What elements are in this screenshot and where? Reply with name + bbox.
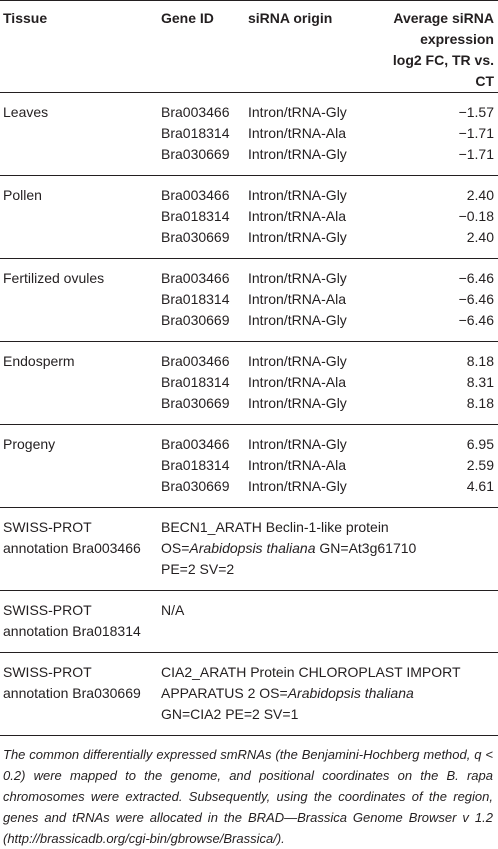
origin-cell: Intron/tRNA-Gly xyxy=(248,104,347,120)
value-cell: −1.71 xyxy=(458,146,494,162)
gene-cell: Bra003466 xyxy=(161,436,230,452)
table-row xyxy=(0,351,498,372)
gene-cell: Bra030669 xyxy=(161,312,230,328)
annotation-label-line1: SWISS-PROT xyxy=(3,602,92,618)
header-gene-id: Gene ID xyxy=(161,10,214,26)
value-cell: 2.59 xyxy=(466,457,494,473)
table-row xyxy=(0,455,498,476)
annotation-line1: CIA2_ARATH Protein CHLOROPLAST IMPORT xyxy=(161,664,461,680)
table-row xyxy=(0,393,498,414)
tissue-cell: Endosperm xyxy=(3,353,75,369)
value-cell: −1.71 xyxy=(458,125,494,141)
annotation-row xyxy=(0,517,498,580)
table-row xyxy=(0,268,498,289)
gene-cell: Bra030669 xyxy=(161,395,230,411)
annotation-line1: N/A xyxy=(161,602,185,618)
value-cell: 2.40 xyxy=(466,187,494,203)
annotation-text xyxy=(161,517,498,580)
value-cell: 8.18 xyxy=(466,353,494,369)
gene-cell: Bra018314 xyxy=(161,374,230,390)
annotation-line1: BECN1_ARATH Beclin-1-like protein xyxy=(161,519,389,535)
annotation-line2 xyxy=(161,538,498,559)
value-cell: −6.46 xyxy=(458,270,494,286)
gene-cell: Bra003466 xyxy=(161,270,230,286)
header-expression-line3: log2 FC, TR vs. CT xyxy=(392,52,494,89)
annotation-line2-pre: OS= xyxy=(161,540,190,556)
species-name: Arabidopsis thaliana xyxy=(287,685,414,701)
annotation-line2-post: GN=At3g61710 xyxy=(315,540,417,556)
origin-cell: Intron/tRNA-Gly xyxy=(248,270,347,286)
header-expression xyxy=(378,1,498,93)
gene-cell: Bra030669 xyxy=(161,229,230,245)
table-body xyxy=(0,93,498,737)
annotation-label-line2: annotation Bra018314 xyxy=(3,623,141,639)
table-row xyxy=(0,185,498,206)
origin-cell: Intron/tRNA-Ala xyxy=(248,208,347,224)
annotation-label-line1: SWISS-PROT xyxy=(3,664,92,680)
annotation-row xyxy=(0,600,498,642)
annotation-line3: PE=2 SV=2 xyxy=(161,561,235,577)
origin-cell: Intron/tRNA-Gly xyxy=(248,229,347,245)
origin-cell: Intron/tRNA-Gly xyxy=(248,436,347,452)
gene-cell: Bra003466 xyxy=(161,187,230,203)
value-cell: 4.61 xyxy=(466,478,494,494)
annotation-label-line2: annotation Bra003466 xyxy=(3,540,141,556)
header-expression-line1: Average siRNA xyxy=(393,10,494,26)
gene-cell: Bra030669 xyxy=(161,478,230,494)
gene-cell: Bra018314 xyxy=(161,457,230,473)
table-row xyxy=(0,310,498,331)
annotation-text xyxy=(161,600,498,642)
annotation-label xyxy=(0,662,161,725)
table-footnote: The common differentially expressed smRNAs (the Benjamini-Hochberg method, q < 0.2) were mapped to the genome, and positional coordinates on the B. rapa chromosomes were extracted. Subsequently, using the coordinates of the region, genes and tRNAs were allocated in the BRAD—Brassica Genome Browser v 1.2 (http://brassicadb.org/cgi-bin/gbrowse/Brassica/). xyxy=(3,747,493,846)
value-cell: 8.18 xyxy=(466,395,494,411)
value-cell: 2.40 xyxy=(466,229,494,245)
origin-cell: Intron/tRNA-Ala xyxy=(248,457,347,473)
origin-cell: Intron/tRNA-Gly xyxy=(248,353,347,369)
table-row xyxy=(0,434,498,455)
origin-cell: Intron/tRNA-Gly xyxy=(248,395,347,411)
value-cell: −0.18 xyxy=(458,208,494,224)
header-row xyxy=(0,1,498,93)
origin-cell: Intron/tRNA-Ala xyxy=(248,374,347,390)
tissue-cell: Leaves xyxy=(3,104,49,120)
table-row xyxy=(0,227,498,248)
gene-cell: Bra018314 xyxy=(161,208,230,224)
annotation-label-line1: SWISS-PROT xyxy=(3,519,92,535)
gene-cell: Bra030669 xyxy=(161,146,230,162)
origin-cell: Intron/tRNA-Gly xyxy=(248,187,347,203)
annotation-line3: GN=CIA2 PE=2 SV=1 xyxy=(161,706,299,722)
tissue-cell: Progeny xyxy=(3,436,56,452)
annotation-line2-pre: APPARATUS 2 OS= xyxy=(161,685,288,701)
species-name: Arabidopsis thaliana xyxy=(189,540,316,556)
table-row xyxy=(0,123,498,144)
value-cell: 8.31 xyxy=(466,374,494,390)
origin-cell: Intron/tRNA-Ala xyxy=(248,291,347,307)
annotation-label-line2: annotation Bra030669 xyxy=(3,685,141,701)
annotation-text xyxy=(161,662,498,725)
gene-cell: Bra003466 xyxy=(161,104,230,120)
annotation-label xyxy=(0,517,161,580)
table-row xyxy=(0,372,498,393)
table-row xyxy=(0,102,498,123)
gene-cell: Bra018314 xyxy=(161,291,230,307)
table-row xyxy=(0,206,498,227)
origin-cell: Intron/tRNA-Gly xyxy=(248,312,347,328)
origin-cell: Intron/tRNA-Ala xyxy=(248,125,347,141)
origin-cell: Intron/tRNA-Gly xyxy=(248,478,347,494)
header-expression-line2: expression xyxy=(420,31,494,47)
annotation-row xyxy=(0,662,498,725)
gene-cell: Bra003466 xyxy=(161,353,230,369)
value-cell: −6.46 xyxy=(458,312,494,328)
value-cell: −6.46 xyxy=(458,291,494,307)
header-sirna-origin: siRNA origin xyxy=(248,10,333,26)
table-row xyxy=(0,144,498,165)
annotation-line2 xyxy=(161,683,498,704)
annotation-label xyxy=(0,600,161,642)
table-row xyxy=(0,476,498,497)
tissue-cell: Fertilized ovules xyxy=(3,270,105,286)
tissue-cell: Pollen xyxy=(3,187,42,203)
value-cell: 6.95 xyxy=(466,436,494,452)
origin-cell: Intron/tRNA-Gly xyxy=(248,146,347,162)
value-cell: −1.57 xyxy=(458,104,494,120)
gene-cell: Bra018314 xyxy=(161,125,230,141)
header-tissue: Tissue xyxy=(3,10,48,26)
table-row xyxy=(0,289,498,310)
